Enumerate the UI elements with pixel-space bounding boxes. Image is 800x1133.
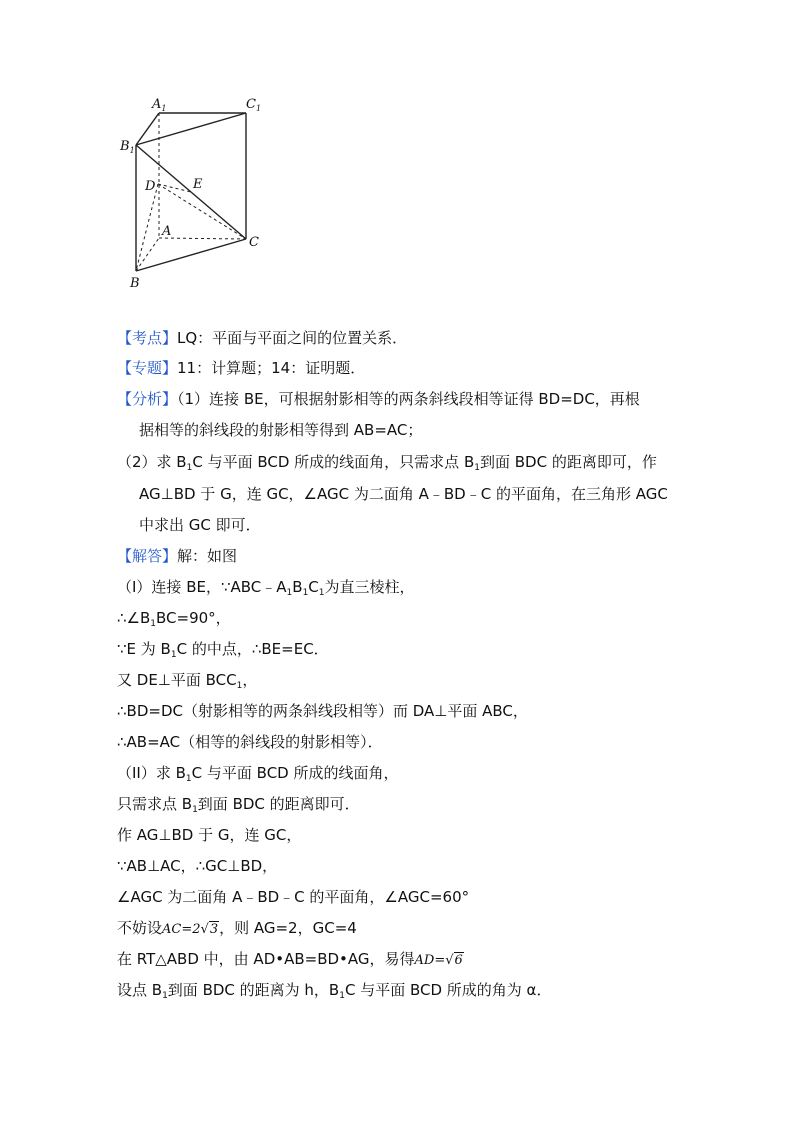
jieda-step-11: ∠AGC 为二面角 A﹣BD﹣C 的平面角，∠AGC=60° [117, 888, 470, 906]
label-D: D [145, 179, 156, 194]
edge-B1-A1 [136, 113, 159, 145]
zhuanti-tag: 【专题】 [117, 359, 178, 377]
formula-ac-radicand: 3 [209, 922, 219, 937]
edge-B1-C1 [136, 113, 246, 145]
label-B1: $B_1$ [120, 139, 135, 155]
jieda-step-7: （II）求 $B_1C$ 与平面 BCD 所成的线面角， [117, 764, 399, 784]
jieda-intro: 解：如图 [177, 547, 238, 565]
jieda-step-4: 又 DE⊥平面 $BCC_1$， [117, 671, 258, 691]
formula-ac: AC=2 [162, 922, 201, 937]
jieda-step-10: ∵AB⊥AC，∴GC⊥BD， [117, 857, 278, 875]
formula-ad: AD= [414, 953, 446, 968]
label-B: B [130, 276, 140, 291]
fenxi-line-2: 据相等的斜线段的射影相等得到 AB=AC； [139, 421, 423, 439]
fenxi-line-4: AG⊥BD 于 G，连 GC，∠AGC 为二面角 A﹣BD﹣C 的平面角，在三角形 AGC [139, 485, 668, 503]
label-C: C [249, 235, 259, 250]
edge-D-B [136, 184, 158, 271]
zhuanti-line [117, 358, 365, 378]
label-A: A [162, 224, 172, 239]
jieda-tag: 【解答】 [117, 547, 178, 565]
fenxi-line-5: 中求出 GC 即可． [139, 516, 261, 534]
jieda-step-6: ∴AB=AC（相等的斜线段的射影相等）． [117, 733, 383, 751]
jieda-step-1: （I）连接 BE，$\because ABC﹣A_1B_1C_1$为直三棱柱， [117, 578, 415, 598]
fenxi-text-1: （1）连接 BE，可根据射影相等的两条斜线段相等证得 BD=DC，再根 [177, 390, 640, 408]
label-C1: $C_1$ [246, 97, 262, 113]
jieda-step-13: 在 RT△ABD 中，由 AD•AB=BD•AG，易得AD=√6 [117, 950, 463, 968]
jieda-step-3: ∵E 为 $B_1C$ 的中点，∴BE=EC． [117, 640, 329, 660]
jieda-step-5: ∴BD=DC（射影相等的两条斜线段相等）而 DA⊥平面 ABC， [117, 702, 528, 720]
prism-diagram [112, 88, 282, 293]
kaodian-text: LQ：平面与平面之间的位置关系． [177, 329, 408, 347]
jieda-step-14: 设点 $B_1$到面 BDC 的距离为 h，$B_1C$ 与平面 BCD 所成的角为 α． [117, 981, 552, 1001]
label-E: E [193, 177, 203, 192]
jieda-step-2: $\therefore\angle B_1BC=90^\circ$， [117, 609, 231, 629]
edge-B-C [136, 239, 246, 271]
jieda-step-8: 只需求点 $B_1$到面 BDC 的距离即可． [117, 795, 360, 815]
zhuanti-text: 11：计算题；14：证明题． [177, 359, 366, 377]
jieda-step-12: 不妨设AC=2√3，则 AG=2，GC=4 [117, 919, 357, 937]
edge-A-C [159, 238, 246, 239]
label-A1: $A_1$ [152, 97, 167, 113]
fenxi-tag: 【分析】 [117, 390, 178, 408]
kaodian-line [117, 328, 407, 348]
jieda-step-9: 作 AG⊥BD 于 G，连 GC， [117, 826, 302, 844]
formula-ad-radicand: 6 [454, 953, 463, 968]
edge-B-A [136, 238, 159, 271]
fenxi-line-1 [117, 389, 640, 409]
prism-figure [112, 88, 282, 293]
kaodian-tag: 【考点】 [117, 329, 178, 347]
jieda-line [117, 546, 237, 566]
fenxi-line-3: （2）求 $B_1C$ 与平面 BCD 所成的线面角，只需求点 $B_1$到面 BDC 的距离即可，作 [117, 453, 657, 473]
